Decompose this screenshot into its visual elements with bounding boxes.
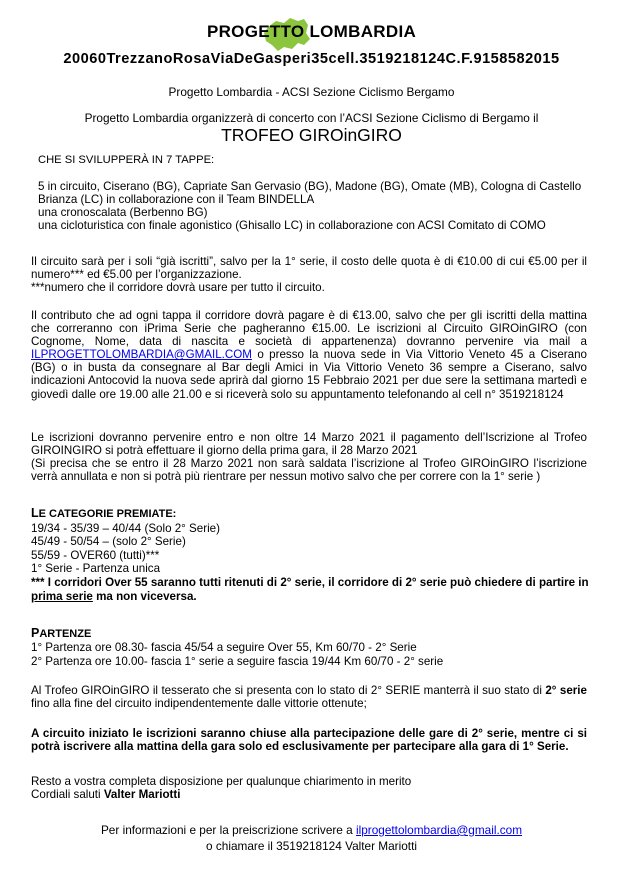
paragraph-status: Al Trofeo GIROinGIRO il tesserato che si presenta con lo stato di 2° SERIE manterrà il suo stato di 2° serie fino alla fine del circuito indipendentemente dalle vittorie ottenute; xyxy=(31,684,587,711)
signature-line: Cordiali saluti Valter Mariotti xyxy=(31,788,181,802)
subtitle: Progetto Lombardia - ACSI Sezione Ciclismo Bergamo xyxy=(168,85,455,99)
footer-info: Per informazioni e per la preiscrizione scrivere a ilprogettolombardia@gmail.com xyxy=(100,823,523,837)
category-item: 19/34 - 35/39 – 40/44 (Solo 2° Serie) xyxy=(31,521,220,535)
email-link[interactable]: ILPROGETTOLOMBARDIA@GMAIL.COM xyxy=(31,348,252,362)
partenza-item: 2° Partenza ore 10.00- fascia 1° serie a seguire fascia 19/44 Km 60/70 - 2° serie xyxy=(31,654,444,668)
footer-email-link[interactable]: ilprogettolombardia@gmail.com xyxy=(355,823,523,837)
contribution-text-1: Il contributo che ad ogni tappa il corridore dovrà pagare è di €13.00, salvo che per gli iscritti della mattina che correranno con iPrima Serie che pagheranno €15.00. Le iscrizioni al Circuito GIROinGIRO (con Cognome, Nome, data di nascita e società di appartenenza) dovranno pervenire via mail a xyxy=(31,309,587,349)
category-item: 55/59 - OVER60 (tutti)*** xyxy=(31,548,160,562)
logo-text: PROGETTO LOMBARDIA xyxy=(206,22,417,41)
address-line: 20060TrezzanoRosaViaDeGasperi35cell.3519218124C.F.9158582015 xyxy=(63,51,560,67)
intro-line: Progetto Lombardia organizzerà di concerto con l’ACSI Sezione Ciclismo di Bergamo il xyxy=(84,111,539,125)
stage-line: una cicloturistica con finale agonistico (Ghisallo LC) in collaborazione con ACSI Comitato di COMO xyxy=(38,219,546,232)
stages-list xyxy=(38,180,598,232)
deadline-text: Le iscrizioni dovranno pervenire entro e non oltre 14 Marzo 2021 il pagamento dell’Iscrizione al Trofeo GIROINGIRO si potrà effettuare il giorno della prima gara, il 28 Marzo 2021 xyxy=(31,431,587,458)
partenze-section xyxy=(31,627,591,668)
categories-heading: LE CATEGORIE PREMIATE: xyxy=(31,506,177,520)
categories-note: *** I corridori Over 55 saranno tutti ritenuti di 2° serie, il corridore di 2° serie può chiedere di partire in prima serie ma non viceversa. xyxy=(31,575,589,603)
costs-text: Il circuito sarà per i soli “già iscritti”, salvo per la 1° serie, il costo delle quota è di €10.00 di cui €5.00 per il numero*** ed €5.00 per l’organizzazione. xyxy=(31,255,587,282)
stage-line: una cronoscalata (Berbenno BG) xyxy=(38,206,208,219)
stage-line: 5 in circuito, Ciserano (BG), Capriate San Gervasio (BG), Madone (BG), Omate (MB), Cologna di Castello xyxy=(38,180,582,193)
closing-section xyxy=(31,775,591,802)
paragraph-contribution xyxy=(31,309,587,401)
paragraph-deadline xyxy=(31,431,587,483)
tappe-label: CHE SI SVILUPPERÀ IN 7 TAPPE: xyxy=(38,154,215,166)
categories-section xyxy=(31,507,591,603)
paragraph-closure: A circuito iniziato le iscrizioni saranno chiuse alla partecipazione delle gare di 2° serie, mentre ci si potrà iscrivere alla mattina della gara solo ed esclusivamente per partecipare alla gara di 1° Serie. xyxy=(31,727,587,754)
partenze-heading: PARTENZE xyxy=(31,626,92,640)
paragraph-costs xyxy=(31,255,587,294)
stage-line: Brianza (LC) in collaborazione con il Team BINDELLA xyxy=(38,193,315,206)
contribution-text-2: o presso la nuova sede in Via Vittorio Veneto 45 a Ciserano (BG) o in busta da consegnare al Bar degli Amici in Via Vittorio Veneto 36 sempre a Ciserano, salvo indicazioni Antocovid la nuova sede aprirà dal giorno 15 Febbraio 2021 per due sere la settimana martedì e giovedì dalle ore 19.00 alle 21.00 e si riceverà solo su appuntamento telefonando al cell n° 3519218124 xyxy=(31,348,587,401)
costs-note: ***numero che il corridore dovrà usare per tutto il circuito. xyxy=(31,281,325,295)
category-item: 1° Serie - Partenza unica xyxy=(31,562,161,576)
deadline-note: (Si precisa che se entro il 28 Marzo 2021 non sarà saldata l’iscrizione al Trofeo GIROinGIRO l’iscrizione verrà annullata e non si potrà più rientrare per nessun motivo salvo che per correre con la 1° serie ) xyxy=(31,457,587,484)
event-title: TROFEO GIROinGIRO xyxy=(221,125,402,145)
footer-phone: o chiamare il 3519218124 Valter Mariotti xyxy=(206,839,417,853)
closing-line: Resto a vostra completa disposizione per qualunque chiarimento in merito xyxy=(31,775,412,788)
partenza-item: 1° Partenza ore 08.30- fascia 45/54 a seguire Over 55, Km 60/70 - 2° Serie xyxy=(31,641,417,655)
category-item: 45/49 - 50/54 – (solo 2° Serie) xyxy=(31,535,186,549)
